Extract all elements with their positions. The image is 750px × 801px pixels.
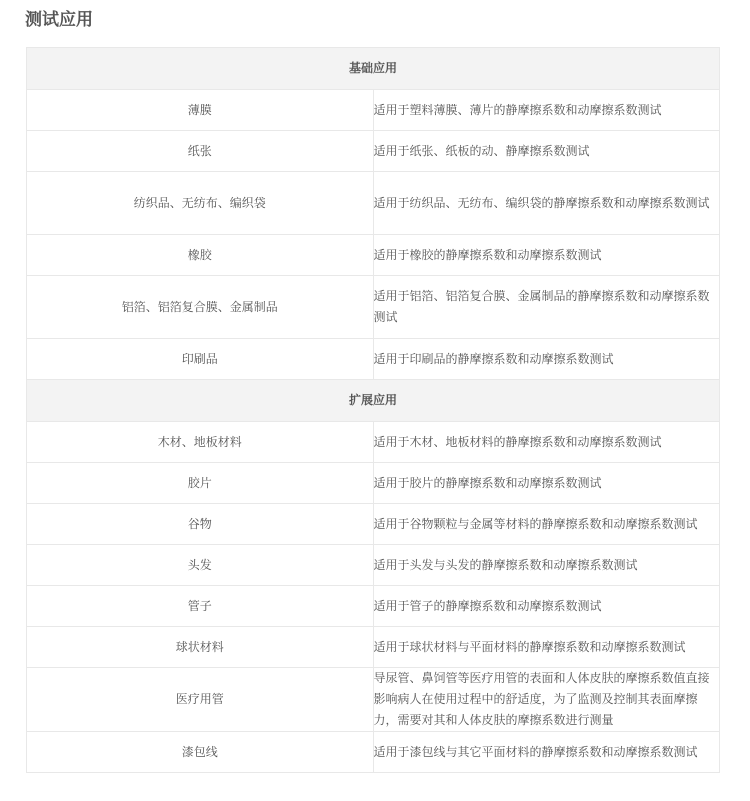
material-description: 适用于球状材料与平面材料的静摩擦系数和动摩擦系数测试 (373, 627, 720, 668)
table-row (27, 463, 720, 504)
material-description: 适用于纺织品、无纺布、编织袋的静摩擦系数和动摩擦系数测试 (373, 172, 720, 235)
material-description: 适用于木材、地板材料的静摩擦系数和动摩擦系数测试 (373, 422, 720, 463)
material-description: 适用于胶片的静摩擦系数和动摩擦系数测试 (373, 463, 720, 504)
section-header-basic: 基础应用 (27, 48, 720, 90)
material-description: 适用于管子的静摩擦系数和动摩擦系数测试 (373, 586, 720, 627)
material-name: 管子 (27, 586, 374, 627)
table-row (27, 90, 720, 131)
application-table (26, 47, 720, 773)
table-row (27, 627, 720, 668)
material-name: 漆包线 (27, 732, 374, 773)
section-header-row (27, 48, 720, 90)
table-row (27, 235, 720, 276)
table-row (27, 586, 720, 627)
material-name: 球状材料 (27, 627, 374, 668)
section-header-extended: 扩展应用 (27, 380, 720, 422)
material-name: 纺织品、无纺布、编织袋 (27, 172, 374, 235)
table-row (27, 172, 720, 235)
material-name: 木材、地板材料 (27, 422, 374, 463)
material-description: 适用于铝箔、铝箔复合膜、金属制品的静摩擦系数和动摩擦系数测试 (373, 276, 720, 339)
table-row (27, 668, 720, 732)
table-row (27, 131, 720, 172)
material-name: 头发 (27, 545, 374, 586)
material-name: 纸张 (27, 131, 374, 172)
material-description: 适用于印刷品的静摩擦系数和动摩擦系数测试 (373, 339, 720, 380)
material-name: 铝箔、铝箔复合膜、金属制品 (27, 276, 374, 339)
material-name: 薄膜 (27, 90, 374, 131)
material-name: 谷物 (27, 504, 374, 545)
table-row (27, 732, 720, 773)
section-header-row (27, 380, 720, 422)
table-row (27, 545, 720, 586)
table-row (27, 276, 720, 339)
material-name: 印刷品 (27, 339, 374, 380)
material-description: 适用于漆包线与其它平面材料的静摩擦系数和动摩擦系数测试 (373, 732, 720, 773)
table-row (27, 504, 720, 545)
material-description: 适用于头发与头发的静摩擦系数和动摩擦系数测试 (373, 545, 720, 586)
material-description: 适用于纸张、纸板的动、静摩擦系数测试 (373, 131, 720, 172)
table-row (27, 422, 720, 463)
material-name: 医疗用管 (27, 668, 374, 732)
table-row (27, 339, 720, 380)
material-description: 适用于谷物颗粒与金属等材料的静摩擦系数和动摩擦系数测试 (373, 504, 720, 545)
material-name: 胶片 (27, 463, 374, 504)
material-description: 适用于塑料薄膜、薄片的静摩擦系数和动摩擦系数测试 (373, 90, 720, 131)
material-name: 橡胶 (27, 235, 374, 276)
material-description: 导尿管、鼻饲管等医疗用管的表面和人体皮肤的摩擦系数值直接影响病人在使用过程中的舒适度，为了监测及控制其表面摩擦力，需要对其和人体皮肤的摩擦系数进行测量 (373, 668, 720, 732)
page-title: 测试应用 (25, 10, 93, 30)
material-description: 适用于橡胶的静摩擦系数和动摩擦系数测试 (373, 235, 720, 276)
